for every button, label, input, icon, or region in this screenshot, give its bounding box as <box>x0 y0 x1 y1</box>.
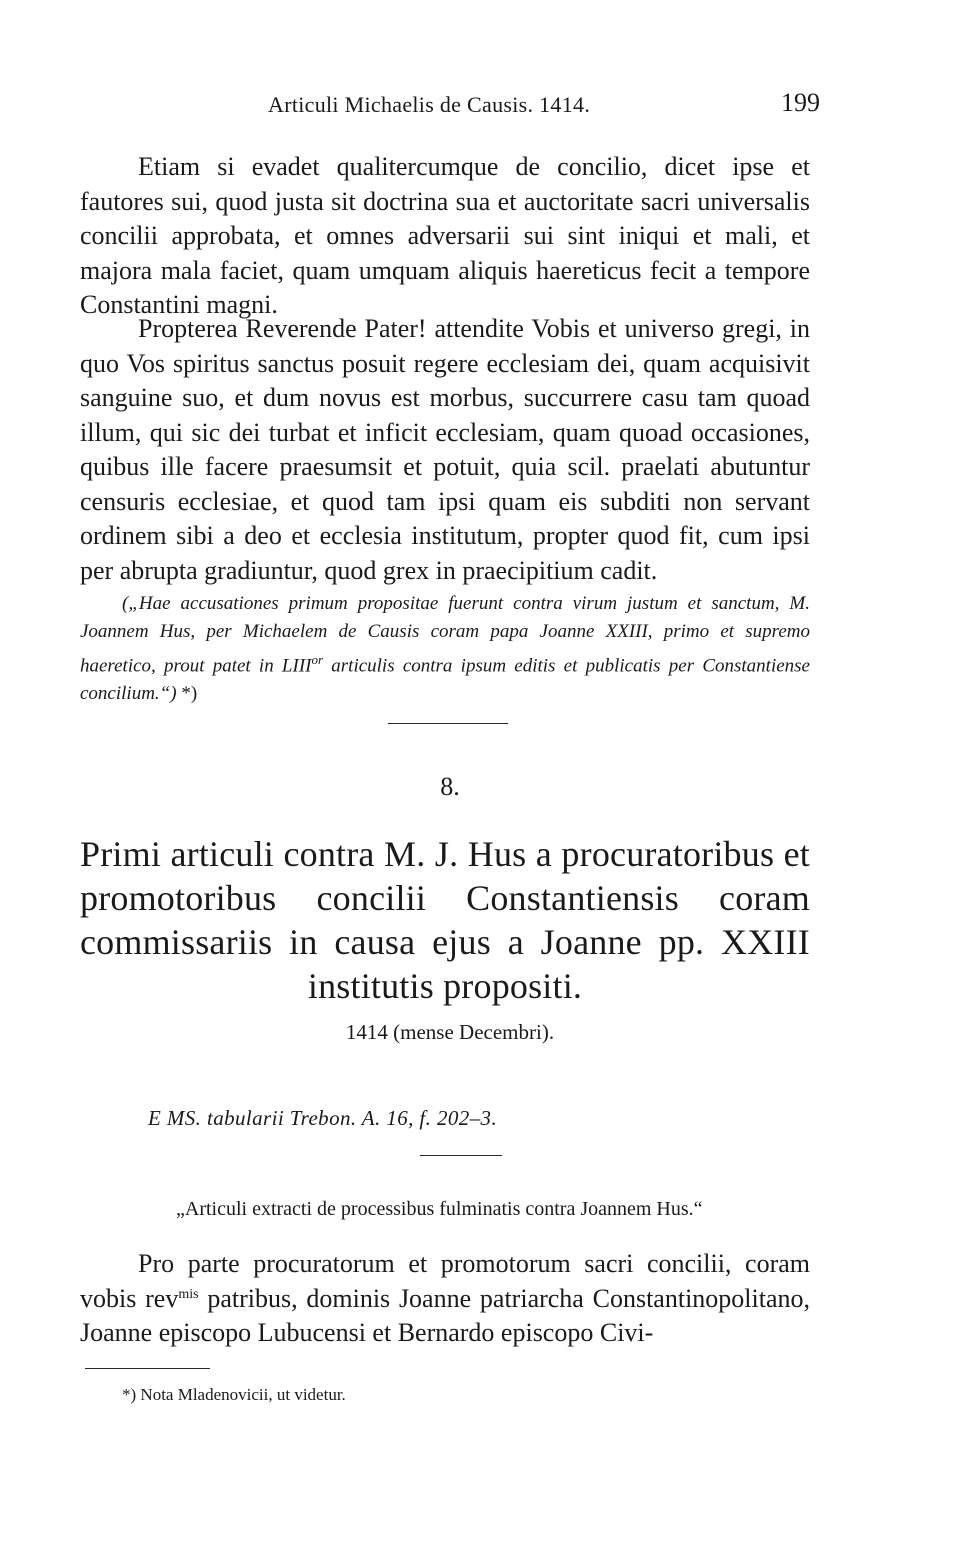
paragraph-pro-parte-text-end: patribus, dominis Joanne patriarcha Constantinopolitano, Joanne episcopo Lubucensi et Bernardo episcopo Civi- <box>80 1283 810 1347</box>
paragraph-pro-parte <box>80 1247 810 1351</box>
paragraph-propterea: Propterea Reverende Pater! attendite Vobis et universo gregi, in quo Vos spiritus sanctus posuit regere ecclesiam dei, quam acquisivit sanguine suo, et dum novus est morbus, succurrere casu tam quoad illum, qui sic dei turbat et inficit ecclesiam, quam quoad occasiones, quibus ille facere praesumsit et potuit, quia scil. praelati abutuntur censuris ecclesiae, et quod tam ipsi quam eis subditi non servant ordinem sibi a deo et ecclesia institutum, propter quod fit, cum ipsi per abrupta gradiuntur, quod grex in praecipitium cadit. <box>80 314 810 585</box>
footnote-divider <box>85 1368 210 1369</box>
closing-note-text-end: articulis contra ipsum editis et publicatis per Constantiense concilium.“) <box>80 655 810 705</box>
paragraph-pro-parte-text: Pro parte procuratorum et promotorum sacri concilii, coram vobis rev <box>80 1249 810 1313</box>
document-number: 8. <box>440 772 460 801</box>
running-title: Articuli Michaelis de Causis. 1414. <box>268 92 591 117</box>
closing-note-sup: or <box>311 652 324 667</box>
footnote: *) Nota Mladenovicii, ut videtur. <box>122 1385 346 1404</box>
page-number: 199 <box>781 88 820 117</box>
footnote-marker: *) <box>176 683 198 705</box>
paragraph-pro-parte-sup: mis <box>178 1286 199 1302</box>
closing-note-text: („Hae accusationes primum propositae fuerunt contra virum justum et sanctum, M. Joannem Hus, per Michaelem de Causis coram papa Joanne XXIII, primo et supremo haeretico, prout patet in LIII <box>80 593 810 677</box>
document-title: „Articuli extracti de processibus fulminatis contra Joannem Hus.“ <box>176 1198 703 1220</box>
page-header <box>80 88 820 128</box>
source-divider <box>420 1155 502 1156</box>
section-divider <box>388 723 508 724</box>
document-heading: Primi articuli contra M. J. Hus a procuratoribus et promotoribus concilii Constantiensis coram commissariis in causa ejus a Joanne pp. XXIII institutis propositi. <box>80 834 810 1006</box>
source-citation: E MS. tabularii Trebon. A. 16, f. 202–3. <box>148 1106 498 1130</box>
closing-note <box>80 590 810 708</box>
date-line: 1414 (mense Decembri). <box>345 1020 555 1044</box>
paragraph-etiam: Etiam si evadet qualitercumque de concilio, dicet ipse et fautores sui, quod justa sit doctrina sua et auctoritate sacri universalis concilii approbata, et omnes adversarii sui sint iniqui et mali, et majora mala faciet, quam umquam aliquis haereticus fecit a tempore Constantini magni. <box>80 152 810 319</box>
